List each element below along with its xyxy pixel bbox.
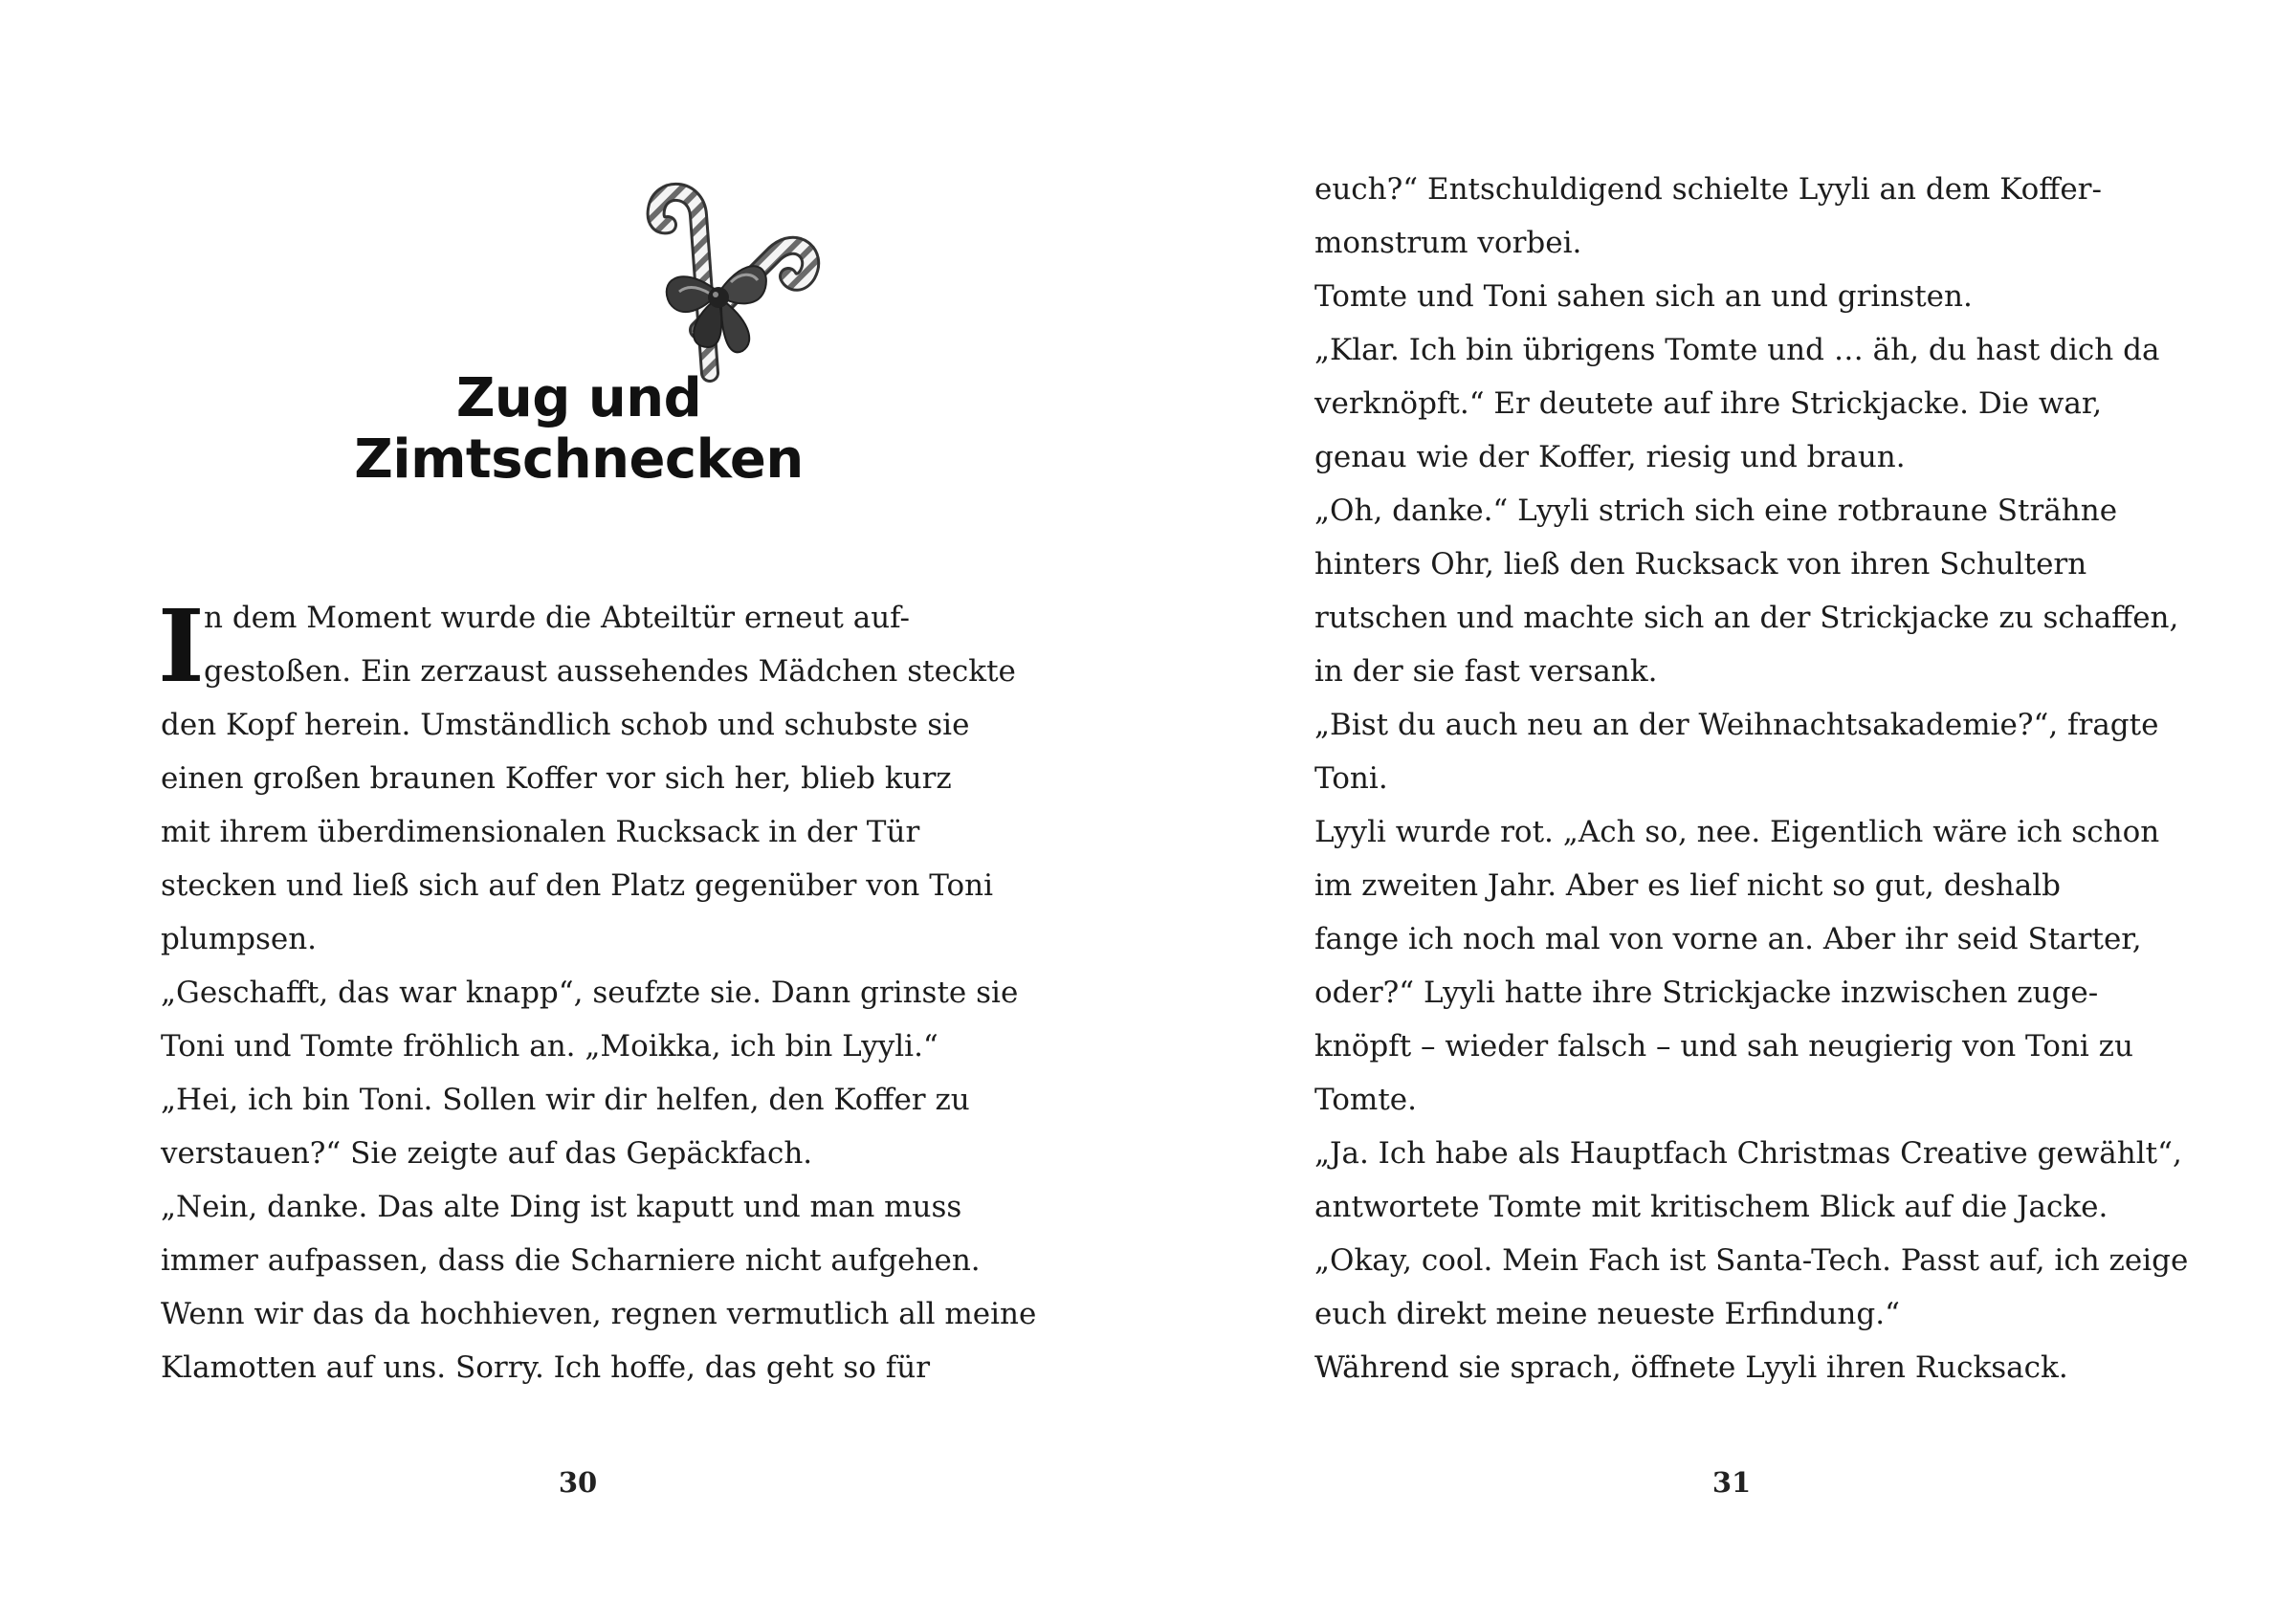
text-line: plumpsen.	[161, 922, 318, 956]
text-line: stecken und ließ sich auf den Platz gegenüber von Toni	[161, 868, 994, 903]
text-line: den Kopf herein. Umständlich schob und schubste sie	[161, 708, 970, 742]
text-line: rutschen und machte sich an der Strickjacke zu schaffen,	[1314, 601, 2179, 635]
text-line: Toni.	[1314, 761, 1388, 796]
text-line: „Oh, danke.“ Lyyli strich sich eine rotbraune Strähne	[1314, 493, 2118, 528]
text-line: „Ja. Ich habe als Hauptfach Christmas Creative gewählt“,	[1314, 1136, 2182, 1171]
text-line: Tomte und Toni sahen sich an und grinsten.	[1314, 279, 1973, 314]
page-number-right: 31	[1711, 1466, 1752, 1499]
right-page	[1148, 0, 2296, 1623]
text-line: „Bist du auch neu an der Weihnachtsakademie?“, fragte	[1314, 708, 2159, 742]
text-line: euch direkt meine neueste Erfindung.“	[1314, 1297, 1900, 1331]
text-line: mit ihrem überdimensionalen Rucksack in der Tür	[161, 815, 920, 849]
text-line: in der sie fast versank.	[1314, 654, 1658, 689]
text-line: oder?“ Lyyli hatte ihre Strickjacke inzwischen zuge-	[1314, 976, 2099, 1010]
candy-cane-bow-icon	[631, 177, 832, 387]
text-line: „Geschafft, das war knapp“, seufzte sie. Dann grinste sie	[161, 976, 1019, 1010]
text-line: „Okay, cool. Mein Fach ist Santa-Tech. Passt auf, ich zeige	[1314, 1243, 2189, 1278]
text-line: Während sie sprach, öffnete Lyyli ihren Rucksack.	[1314, 1350, 2068, 1385]
text-line: „Hei, ich bin Toni. Sollen wir dir helfen, den Koffer zu	[161, 1083, 970, 1117]
text-line: einen großen braunen Koffer vor sich her, blieb kurz	[161, 761, 952, 796]
text-line: knöpft – wieder falsch – und sah neugierig von Toni zu	[1314, 1029, 2133, 1064]
text-line: genau wie der Koffer, riesig und braun.	[1314, 440, 1906, 474]
text-line: verstauen?“ Sie zeigte auf das Gepäckfach.	[161, 1136, 813, 1171]
text-line: Toni und Tomte fröhlich an. „Moikka, ich bin Lyyli.“	[161, 1029, 938, 1064]
text-line: Tomte.	[1314, 1083, 1417, 1117]
text-line: Lyyli wurde rot. „Ach so, nee. Eigentlich wäre ich schon	[1314, 815, 2160, 849]
text-line: euch?“ Entschuldigend schielte Lyyli an dem Koffer-	[1314, 172, 2102, 207]
text-line: monstrum vorbei.	[1314, 226, 1582, 260]
text-line: verknöpft.“ Er deutete auf ihre Strickjacke. Die war,	[1314, 386, 2103, 421]
left-body-text	[161, 591, 1037, 1394]
text-line: antwortete Tomte mit kritischem Blick auf die Jacke.	[1314, 1190, 2108, 1224]
text-line: „Klar. Ich bin übrigens Tomte und … äh, du hast dich da	[1314, 333, 2160, 367]
drop-cap: I	[158, 587, 205, 705]
text-line: Klamotten auf uns. Sorry. Ich hoffe, das geht so für	[161, 1350, 931, 1385]
chapter-title-line-1: Zug und	[455, 367, 702, 429]
text-line: Wenn wir das da hochhieven, regnen vermutlich all meine	[161, 1297, 1037, 1331]
text-line: fange ich noch mal von vorne an. Aber ihr seid Starter,	[1314, 922, 2142, 956]
page-number-left: 30	[558, 1466, 598, 1499]
right-body-text	[1314, 163, 2214, 1394]
text-line: hinters Ohr, ließ den Rucksack von ihren Schultern	[1314, 547, 2087, 581]
text-line: im zweiten Jahr. Aber es lief nicht so gut, deshalb	[1314, 868, 2061, 903]
chapter-title-line-2: Zimtschnecken	[354, 428, 804, 491]
text-line: n dem Moment wurde die Abteiltür erneut auf-	[204, 601, 911, 635]
text-line: „Nein, danke. Das alte Ding ist kaputt und man muss	[161, 1190, 962, 1224]
text-line: immer aufpassen, dass die Scharniere nicht aufgehen.	[161, 1243, 981, 1278]
chapter-title	[287, 368, 871, 491]
text-line: gestoßen. Ein zerzaust aussehendes Mädchen steckte	[204, 654, 1016, 689]
